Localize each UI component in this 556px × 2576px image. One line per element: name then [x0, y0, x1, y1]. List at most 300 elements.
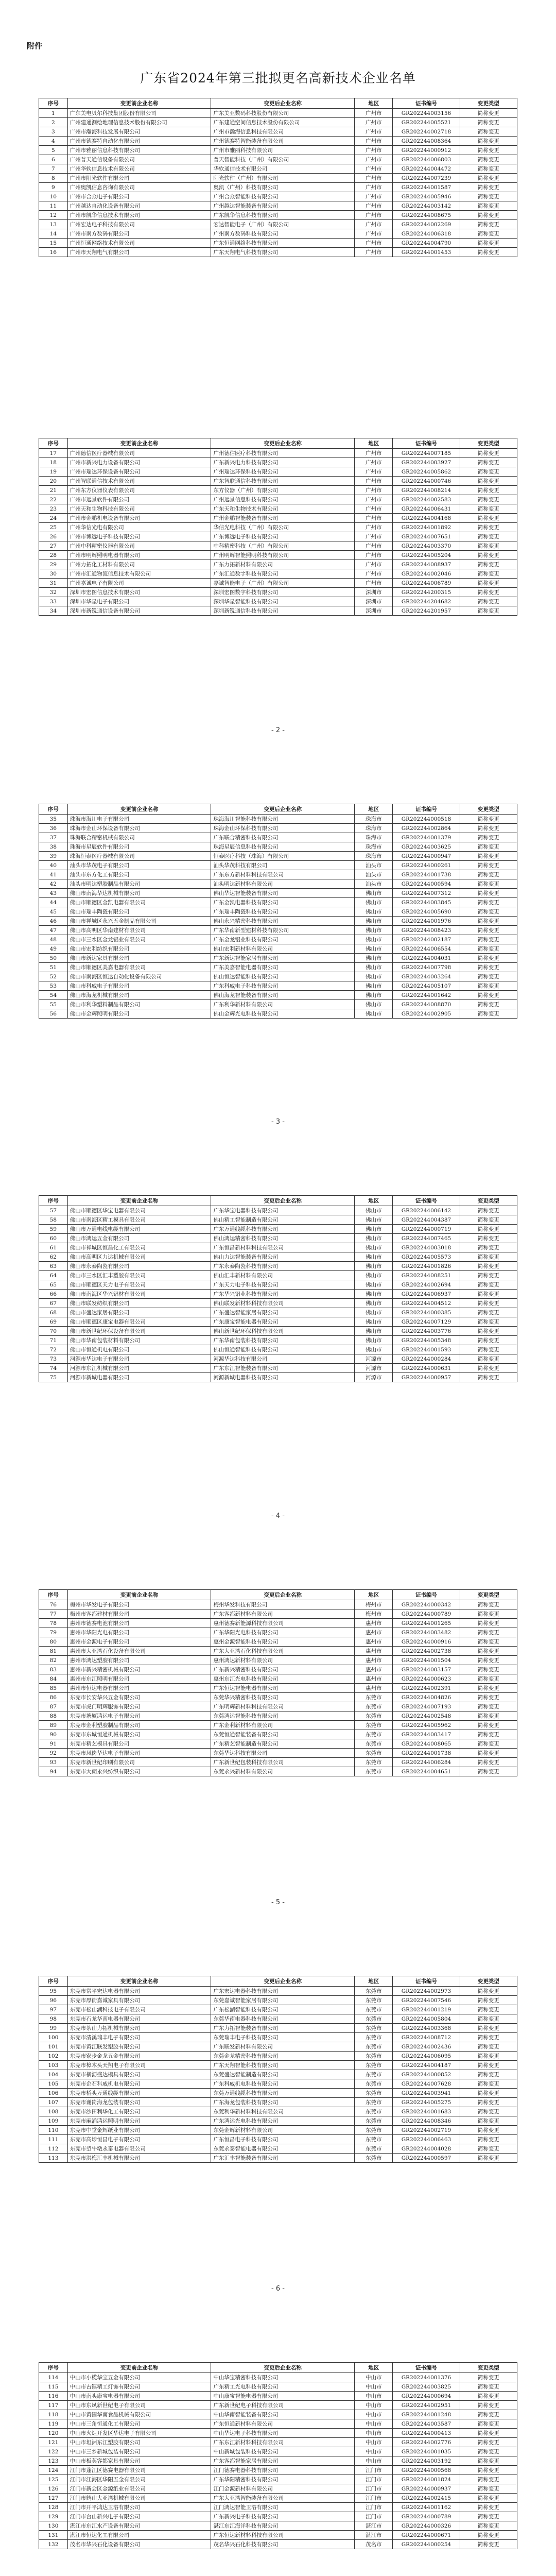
name-after: 河源华达科技有限公司: [211, 1354, 355, 1364]
name-before: 广州市瀚海科技发展有限公司: [67, 127, 211, 137]
name-before: 广州市博远电子科技有限公司: [67, 532, 211, 541]
change-type: 简称变更: [460, 1619, 517, 1628]
row-index: 27: [39, 541, 68, 551]
table-row: [39, 2512, 517, 2521]
page-table-7: [39, 2362, 517, 2549]
row-index: 110: [39, 2126, 68, 2135]
change-type: 简称变更: [460, 935, 517, 944]
name-after: 广东科威机电科技有限公司: [211, 2079, 355, 2089]
region: 中山市: [355, 2401, 393, 2410]
name-before: 汕头市华茂电子有限公司: [67, 861, 211, 870]
certificate-number: GR202244003482: [393, 1628, 460, 1637]
column-header: 证书编号: [393, 438, 460, 449]
region: 佛山市: [355, 991, 393, 1000]
region: 东莞市: [355, 2089, 393, 2098]
table-row: [39, 495, 517, 504]
change-type: 简称变更: [460, 1987, 517, 1996]
region: 东莞市: [355, 1730, 393, 1739]
change-type: 简称变更: [460, 1628, 517, 1637]
column-header: 变更后企业名称: [211, 1196, 355, 1206]
change-type: 简称变更: [460, 2154, 517, 2163]
row-index: 100: [39, 2033, 68, 2042]
table-row: [39, 1215, 517, 1225]
name-after: 珠海星辰信息科技有限公司: [211, 842, 355, 852]
change-type: 简称变更: [460, 1215, 517, 1225]
name-after: 佛山金辉光电科技有限公司: [211, 1009, 355, 1019]
region: 东莞市: [355, 2070, 393, 2079]
region: 佛山市: [355, 1299, 393, 1308]
region: 东莞市: [355, 2135, 393, 2144]
change-type: 简称变更: [460, 248, 517, 257]
table-row: [39, 220, 517, 229]
name-after: 广东利华新材料有限公司: [211, 1000, 355, 1009]
row-index: 121: [39, 2438, 68, 2447]
change-type: 简称变更: [460, 2447, 517, 2456]
change-type: 简称变更: [460, 220, 517, 229]
region: 佛山市: [355, 944, 393, 954]
name-after: 广东恒通新材料有限公司: [211, 2419, 355, 2429]
name-before: 东莞市凤岗华达电子有限公司: [67, 1749, 211, 1758]
region: 广州市: [355, 239, 393, 248]
table-row: [39, 211, 517, 220]
column-header: 证书编号: [393, 1976, 460, 1987]
name-before: 东莞市横沥盛达模具有限公司: [67, 2070, 211, 2079]
table-row: [39, 1373, 517, 1382]
column-header: 序号: [39, 1196, 68, 1206]
name-before: 惠州市德赛电池有限公司: [67, 1619, 211, 1628]
name-before: 广州建通测绘地理信息技术股份有限公司: [67, 118, 211, 127]
certificate-number: GR202244008675: [393, 211, 460, 220]
name-after: 深圳华星智能科技有限公司: [211, 597, 355, 606]
name-after: 广东万通线缆科技有限公司: [211, 1225, 355, 1234]
name-before: 中山市古镇精工灯饰有限公司: [67, 2382, 211, 2392]
name-before: 广州天和生物科技有限公司: [67, 504, 211, 514]
name-before: 河源市东江机械有限公司: [67, 1364, 211, 1373]
certificate-number: GR202244002694: [393, 1280, 460, 1290]
row-index: 80: [39, 1637, 68, 1647]
column-header: 序号: [39, 804, 68, 815]
name-after: 东莞华兴精密科技有限公司: [211, 1693, 355, 1702]
name-after: 惠州金源智能科技有限公司: [211, 1637, 355, 1647]
column-header: 变更后企业名称: [211, 1976, 355, 1987]
certificate-number: GR202244005862: [393, 467, 460, 477]
certificate-number: GR202244004187: [393, 2061, 460, 2070]
table-row: [39, 579, 517, 588]
name-after: 佛山宏利新材料有限公司: [211, 944, 355, 954]
region: 东莞市: [355, 1749, 393, 1758]
name-before: 梅州市华发电子有限公司: [67, 1600, 211, 1609]
table-row: [39, 1721, 517, 1730]
region: 广州市: [355, 532, 393, 541]
row-index: 5: [39, 146, 68, 155]
name-before: 东莞市东城恒通机械有限公司: [67, 1730, 211, 1739]
table-row: [39, 1327, 517, 1336]
certificate-number: GR202244006142: [393, 1206, 460, 1215]
region: 梅州市: [355, 1600, 393, 1609]
name-before: 佛山市顺德区康宝电器有限公司: [67, 1317, 211, 1327]
region: 广州市: [355, 229, 393, 239]
row-index: 105: [39, 2079, 68, 2089]
column-header: 证书编号: [393, 1590, 460, 1600]
change-type: 简称变更: [460, 861, 517, 870]
name-after: 东莞华达科技有限公司: [211, 1749, 355, 1758]
page-table-4: [39, 1195, 517, 1382]
row-index: 75: [39, 1373, 68, 1382]
region: 深圳市: [355, 597, 393, 606]
table-row: [39, 1252, 517, 1262]
region: 佛山市: [355, 1271, 393, 1280]
name-before: 佛山市金辉照明有限公司: [67, 1009, 211, 1019]
region: 东莞市: [355, 2144, 393, 2154]
change-type: 简称变更: [460, 2410, 517, 2419]
change-type: 简称变更: [460, 1674, 517, 1684]
certificate-number: GR202244004472: [393, 164, 460, 174]
change-type: 简称变更: [460, 2005, 517, 2014]
certificate-number: GR202244003264: [393, 972, 460, 981]
change-type: 简称变更: [460, 2540, 517, 2549]
column-header: 变更前企业名称: [67, 1196, 211, 1206]
certificate-number: GR202244003825: [393, 2382, 460, 2392]
row-index: 89: [39, 1721, 68, 1730]
name-after: 东莞瑞丰电子科技有限公司: [211, 2033, 355, 2042]
change-type: 简称变更: [460, 889, 517, 898]
region: 惠州市: [355, 1656, 393, 1665]
change-type: 简称变更: [460, 2126, 517, 2135]
row-index: 86: [39, 1693, 68, 1702]
name-after: 广州明辉智能照明科技有限公司: [211, 551, 355, 560]
table-row: [39, 1647, 517, 1656]
name-after: 中山新城包装科技有限公司: [211, 2447, 355, 2456]
name-before: 佛山市宏利纺织有限公司: [67, 944, 211, 954]
region: 广州市: [355, 449, 393, 458]
change-type: 简称变更: [460, 2042, 517, 2052]
region: 珠海市: [355, 842, 393, 852]
certificate-number: GR202244002415: [393, 2494, 460, 2503]
row-index: 63: [39, 1262, 68, 1271]
certificate-number: GR202244002269: [393, 220, 460, 229]
name-after: 广东明辉新材料科技有限公司: [211, 1702, 355, 1711]
name-before: 广东美电贝尔科技集团股份有限公司: [67, 109, 211, 118]
name-after: 东莞金龙精密科技有限公司: [211, 2052, 355, 2061]
certificate-number: GR202244000594: [393, 879, 460, 889]
name-before: 珠海市星辰软件有限公司: [67, 842, 211, 852]
row-index: 53: [39, 981, 68, 991]
name-after: 广东力拓新材料有限公司: [211, 560, 355, 569]
region: 广州市: [355, 109, 393, 118]
change-type: 简称变更: [460, 833, 517, 842]
column-header: 变更后企业名称: [211, 804, 355, 815]
name-before: 珠海恒泰医疗器械有限公司: [67, 852, 211, 861]
table-row: [39, 532, 517, 541]
name-after: 广东恒昌新材料科技有限公司: [211, 1243, 355, 1252]
name-before: 湛江市东江水产设备有限公司: [67, 2521, 211, 2531]
table-row: [39, 2033, 517, 2042]
name-after: 惠州德赛新能源科技有限公司: [211, 1619, 355, 1628]
name-after: 佛山鸿运精密科技有限公司: [211, 1234, 355, 1243]
certificate-number: GR202244006554: [393, 944, 460, 954]
name-before: 江门市新会区金源纸业有限公司: [67, 2484, 211, 2494]
row-index: 22: [39, 495, 68, 504]
row-index: 101: [39, 2042, 68, 2052]
row-index: 62: [39, 1252, 68, 1262]
region: 惠州市: [355, 1628, 393, 1637]
table-row: [39, 898, 517, 907]
change-type: 简称变更: [460, 551, 517, 560]
column-header: 变更类型: [460, 438, 517, 449]
certificate-number: GR202244006318: [393, 229, 460, 239]
change-type: 简称变更: [460, 2419, 517, 2429]
name-after: 江门鸿达智能卫浴有限公司: [211, 2503, 355, 2512]
table-header-row: [39, 2363, 517, 2373]
name-before: 东莞市高埗恒昌电子有限公司: [67, 2135, 211, 2144]
name-after: 江门金源新材料有限公司: [211, 2484, 355, 2494]
certificate-number: GR202244006431: [393, 504, 460, 514]
name-before: 广州市雅丽信息科技有限公司: [67, 146, 211, 155]
row-index: 39: [39, 852, 68, 861]
certificate-number: GR202244003142: [393, 201, 460, 211]
company-rename-table: [39, 804, 517, 1019]
row-index: 24: [39, 514, 68, 523]
name-before: 广州市南方数码有限公司: [67, 229, 211, 239]
name-before: 湛江市恒达化工有限公司: [67, 2531, 211, 2540]
certificate-number: GR202244003776: [393, 1327, 460, 1336]
change-type: 简称变更: [460, 2024, 517, 2033]
name-after: 广东客都新材料有限公司: [211, 1609, 355, 1619]
change-type: 简称变更: [460, 954, 517, 963]
region: 广州市: [355, 504, 393, 514]
name-after: 阳光软件（广州）有限公司: [211, 174, 355, 183]
row-index: 87: [39, 1702, 68, 1711]
column-header: 序号: [39, 438, 68, 449]
change-type: 简称变更: [460, 109, 517, 118]
certificate-number: GR202244002719: [393, 2126, 460, 2135]
certificate-number: GR202244001593: [393, 1345, 460, 1354]
name-before: 中山市小榄华宝五金有限公司: [67, 2373, 211, 2382]
row-index: 125: [39, 2475, 68, 2484]
region: 广州市: [355, 523, 393, 532]
certificate-number: GR202244000413: [393, 2429, 460, 2438]
column-header: 变更前企业名称: [67, 438, 211, 449]
certificate-number: GR202244006463: [393, 2135, 460, 2144]
name-after: 广东汇丰智能装备有限公司: [211, 2154, 355, 2163]
change-type: 简称变更: [460, 926, 517, 935]
certificate-number: GR202244003927: [393, 458, 460, 467]
name-before: 汕头市明达塑胶制品有限公司: [67, 879, 211, 889]
row-index: 71: [39, 1336, 68, 1345]
name-before: 东莞市松山湖科技电子有限公司: [67, 2005, 211, 2014]
region: 广州市: [355, 560, 393, 569]
region: 惠州市: [355, 1647, 393, 1656]
row-index: 112: [39, 2144, 68, 2154]
certificate-number: GR202244007651: [393, 532, 460, 541]
row-index: 96: [39, 1996, 68, 2005]
change-type: 简称变更: [460, 458, 517, 467]
name-after: 嘉诚智能电子（广州）有限公司: [211, 579, 355, 588]
region: 珠海市: [355, 833, 393, 842]
table-row: [39, 833, 517, 842]
name-after: 广东恒达智能电器有限公司: [211, 1684, 355, 1693]
change-type: 简称变更: [460, 879, 517, 889]
change-type: 简称变更: [460, 1609, 517, 1619]
region: 东莞市: [355, 1721, 393, 1730]
certificate-number: GR202244003417: [393, 1730, 460, 1739]
name-before: 佛山市恒通机电有限公司: [67, 1345, 211, 1354]
region: 广州市: [355, 137, 393, 146]
table-row: [39, 1308, 517, 1317]
table-row: [39, 981, 517, 991]
table-row: [39, 2098, 517, 2107]
certificate-number: GR202244003156: [393, 109, 460, 118]
name-before: 广州华软信息技术有限公司: [67, 164, 211, 174]
row-index: 15: [39, 239, 68, 248]
name-before: 广州恒通网络技术有限公司: [67, 239, 211, 248]
row-index: 82: [39, 1656, 68, 1665]
name-before: 佛山市科威电子有限公司: [67, 981, 211, 991]
region: 佛山市: [355, 1290, 393, 1299]
change-type: 简称变更: [460, 1721, 517, 1730]
change-type: 简称变更: [460, 504, 517, 514]
certificate-number: GR202244003587: [393, 2419, 460, 2429]
change-type: 简称变更: [460, 1317, 517, 1327]
name-after: 广东宏达电器科技有限公司: [211, 1987, 355, 1996]
table-row: [39, 1225, 517, 1234]
name-before: 东莞市石龙华南电器有限公司: [67, 2014, 211, 2024]
change-type: 简称变更: [460, 842, 517, 852]
certificate-number: GR202244008346: [393, 2116, 460, 2126]
name-after: 华信光电科技（广州）有限公司: [211, 523, 355, 532]
certificate-number: GR202244200315: [393, 588, 460, 597]
change-type: 简称变更: [460, 579, 517, 588]
row-index: 92: [39, 1749, 68, 1758]
certificate-number: GR202244000385: [393, 1308, 460, 1317]
table-row: [39, 2531, 517, 2540]
region: 湛江市: [355, 2531, 393, 2540]
table-row: [39, 1206, 517, 1215]
name-after: 广东天翔电气科技有限公司: [211, 248, 355, 257]
column-header: 地区: [355, 98, 393, 109]
certificate-number: GR202244001248: [393, 2410, 460, 2419]
table-row: [39, 2116, 517, 2126]
name-before: 佛山市盛达家居有限公司: [67, 1308, 211, 1317]
certificate-number: GR202244003192: [393, 2456, 460, 2466]
certificate-number: GR202244007185: [393, 449, 460, 458]
change-type: 简称变更: [460, 1206, 517, 1215]
name-before: 广州华信光电有限公司: [67, 523, 211, 532]
certificate-number: GR202244002738: [393, 1647, 460, 1656]
name-before: 江门市开平鸿达卫浴有限公司: [67, 2503, 211, 2512]
row-index: 40: [39, 861, 68, 870]
name-before: 东莞市樟木头天翔电子有限公司: [67, 2061, 211, 2070]
name-before: 佛山市万通电线电缆有限公司: [67, 1225, 211, 1234]
name-before: 广州德信医疗器械有限公司: [67, 449, 211, 458]
certificate-number: GR202244002583: [393, 495, 460, 504]
row-index: 102: [39, 2052, 68, 2061]
name-before: 佛山市瑞丰陶瓷有限公司: [67, 907, 211, 917]
name-before: 佛山市顺德区金凯电器有限公司: [67, 898, 211, 907]
change-type: 简称变更: [460, 2503, 517, 2512]
region: 佛山市: [355, 981, 393, 991]
name-after: 佛山力达智能装备有限公司: [211, 1252, 355, 1262]
certificate-number: GR202244001976: [393, 917, 460, 926]
change-type: 简称变更: [460, 1234, 517, 1243]
certificate-number: GR202244001738: [393, 1749, 460, 1758]
column-header: 证书编号: [393, 2363, 460, 2373]
table-row: [39, 935, 517, 944]
row-index: 70: [39, 1327, 68, 1336]
name-before: 广州力拓化工材料有限公司: [67, 560, 211, 569]
table-header-row: [39, 98, 517, 109]
column-header: 变更前企业名称: [67, 1590, 211, 1600]
table-row: [39, 192, 517, 201]
name-after: 广东东方新材料科技有限公司: [211, 870, 355, 879]
table-row: [39, 1609, 517, 1619]
region: 河源市: [355, 1354, 393, 1364]
name-before: 佛山市南海区华兴铝材有限公司: [67, 1290, 211, 1299]
name-before: 惠州市东江照明有限公司: [67, 1674, 211, 1684]
certificate-number: GR202244000671: [393, 2531, 460, 2540]
change-type: 简称变更: [460, 1262, 517, 1271]
row-index: 11: [39, 201, 68, 211]
region: 汕头市: [355, 870, 393, 879]
change-type: 简称变更: [460, 541, 517, 551]
change-type: 简称变更: [460, 486, 517, 495]
row-index: 32: [39, 588, 68, 597]
name-after: 中山华达电子科技有限公司: [211, 2429, 355, 2438]
column-header: 变更前企业名称: [67, 804, 211, 815]
column-header: 变更前企业名称: [67, 2363, 211, 2373]
page-table-2: [39, 438, 517, 616]
table-row: [39, 1674, 517, 1684]
region: 中山市: [355, 2373, 393, 2382]
certificate-number: GR202244003368: [393, 2024, 460, 2033]
certificate-number: GR202244008423: [393, 926, 460, 935]
table-header-row: [39, 438, 517, 449]
table-row: [39, 815, 517, 824]
column-header: 地区: [355, 804, 393, 815]
name-before: 广州市远景软件有限公司: [67, 495, 211, 504]
region: 汕头市: [355, 879, 393, 889]
table-row: [39, 2024, 517, 2033]
row-index: 119: [39, 2419, 68, 2429]
table-row: [39, 1299, 517, 1308]
page-table-3: [39, 804, 517, 1019]
certificate-number: GR202244000746: [393, 477, 460, 486]
table-row: [39, 2373, 517, 2382]
region: 中山市: [355, 2447, 393, 2456]
name-before: 佛山市顺德区华宝电器有限公司: [67, 1206, 211, 1215]
row-index: 67: [39, 1299, 68, 1308]
table-row: [39, 1987, 517, 1996]
row-index: 35: [39, 815, 68, 824]
row-index: 31: [39, 579, 68, 588]
name-after: 广东新达智能家居有限公司: [211, 954, 355, 963]
row-index: 10: [39, 192, 68, 201]
name-before: 惠州市鸿达塑胶有限公司: [67, 1656, 211, 1665]
table-row: [39, 963, 517, 972]
region: 佛山市: [355, 935, 393, 944]
change-type: 简称变更: [460, 1271, 517, 1280]
name-after: 广东天力电子科技有限公司: [211, 1280, 355, 1290]
name-before: 东莞市寮步金龙五金有限公司: [67, 2052, 211, 2061]
change-type: 简称变更: [460, 2429, 517, 2438]
name-before: 佛山市华南包装材料有限公司: [67, 1336, 211, 1345]
name-before: 江门市江海区华阳五金有限公司: [67, 2475, 211, 2484]
certificate-number: GR202244002391: [393, 1684, 460, 1693]
change-type: 简称变更: [460, 2098, 517, 2107]
column-header: 变更后企业名称: [211, 438, 355, 449]
company-rename-table: [39, 1976, 517, 2163]
name-after: 梅州华发科技有限公司: [211, 1600, 355, 1609]
